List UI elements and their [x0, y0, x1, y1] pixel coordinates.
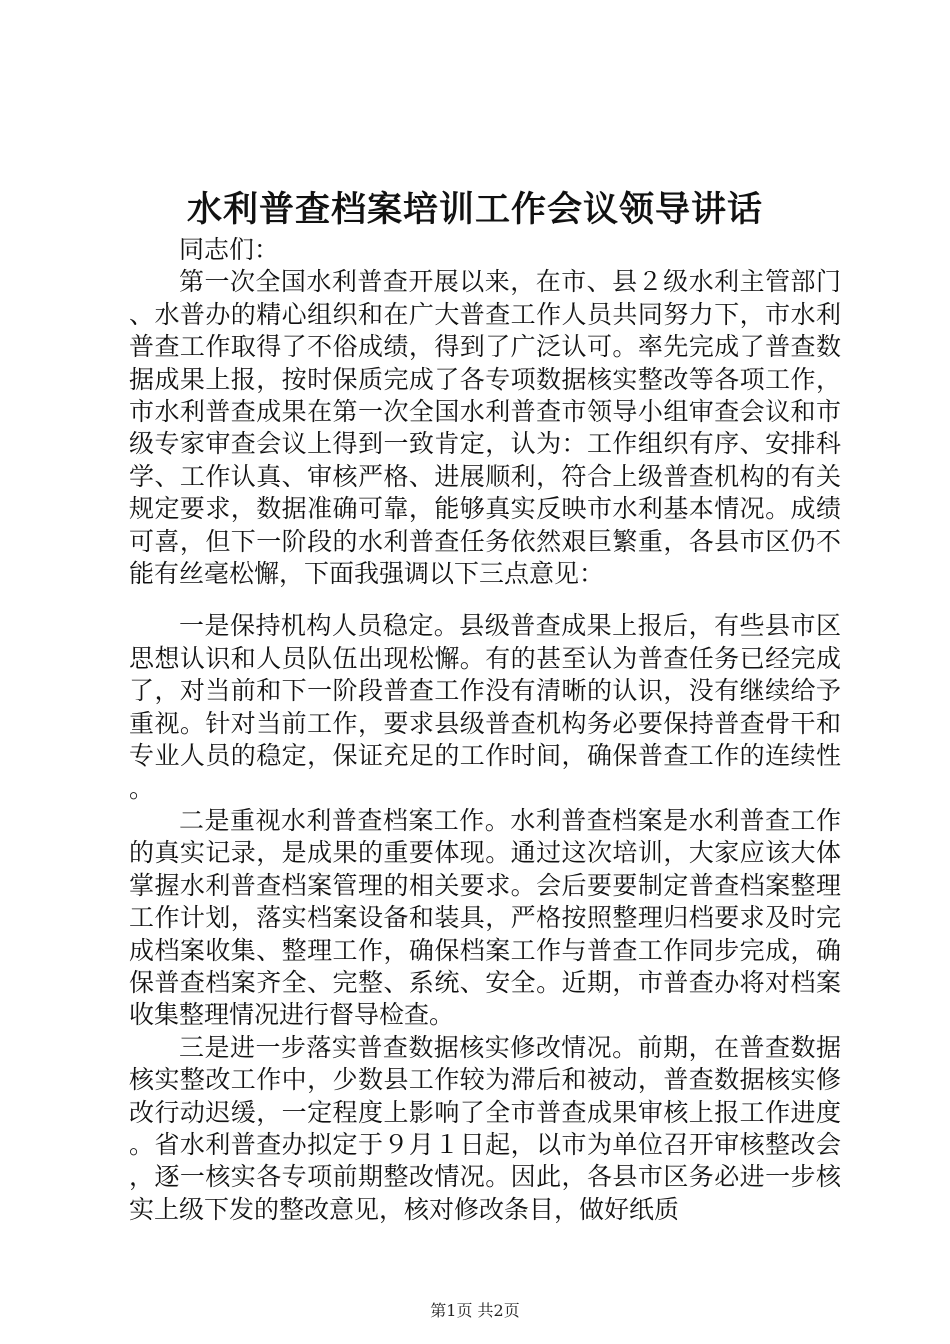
page-footer: 第1页 共2页	[430, 1301, 520, 1320]
document-title: 水利普查档案培训工作会议领导讲话	[186, 189, 763, 230]
salutation: 同志们：	[179, 235, 280, 264]
paragraph-point-one: 一是保持机构人员稳定。县级普查成果上报后，有些县市区思想认识和人员队伍出现松懈。有的甚至认为普查任务已经完成了，对当前和下一阶段普查工作没有清晰的认识，没有继续给予重视。针对当前工作，要求县级普查机构务必要保持普查骨干和专业人员的稳定，保证充足的工作时间，确保普查工作的连续性。	[129, 611, 841, 803]
paragraph-intro: 第一次全国水利普查开展以来，在市、县２级水利主管部门、水普办的精心组织和在广大普查工作人员共同努力下，市水利普查工作取得了不俗成绩，得到了广泛认可。率先完成了普查数据成果上报，按时保质完成了各专项数据核实整改等各项工作，市水利普查成果在第一次全国水利普查市领导小组审查会议和市级专家审查会议上得到一致肯定，认为：工作组织有序、安排科学、工作认真、审核严格、进展顺利，符合上级普查机构的有关规定要求，数据准确可靠，能够真实反映市水利基本情况。成绩可喜，但下一阶段的水利普查任务依然艰巨繁重，各县市区仍不能有丝毫松懈，下面我强调以下三点意见：	[129, 267, 841, 589]
paragraph-point-two: 二是重视水利普查档案工作。水利普查档案是水利普查工作的真实记录，是成果的重要体现。通过这次培训，大家应该大体掌握水利普查档案管理的相关要求。会后要要制定普查档案整理工作计划，落实档案设备和装具，严格按照整理归档要求及时完成档案收集、整理工作，确保档案工作与普查工作同步完成，确保普查档案齐全、完整、系统、安全。近期，市普查办将对档案收集整理情况进行督导检查。	[129, 805, 841, 1030]
paragraph-point-three: 三是进一步落实普查数据核实修改情况。前期，在普查数据核实整改工作中，少数县工作较为滞后和被动，普查数据核实修改行动迟缓，一定程度上影响了全市普查成果审核上报工作进度。省水利普查办拟定于９月１日起，以市为单位召开审核整改会，逐一核实各专项前期整改情况。因此，各县市区务必进一步核实上级下发的整改意见，核对修改条目，做好纸质	[129, 1032, 841, 1224]
document-body	[129, 234, 841, 1226]
